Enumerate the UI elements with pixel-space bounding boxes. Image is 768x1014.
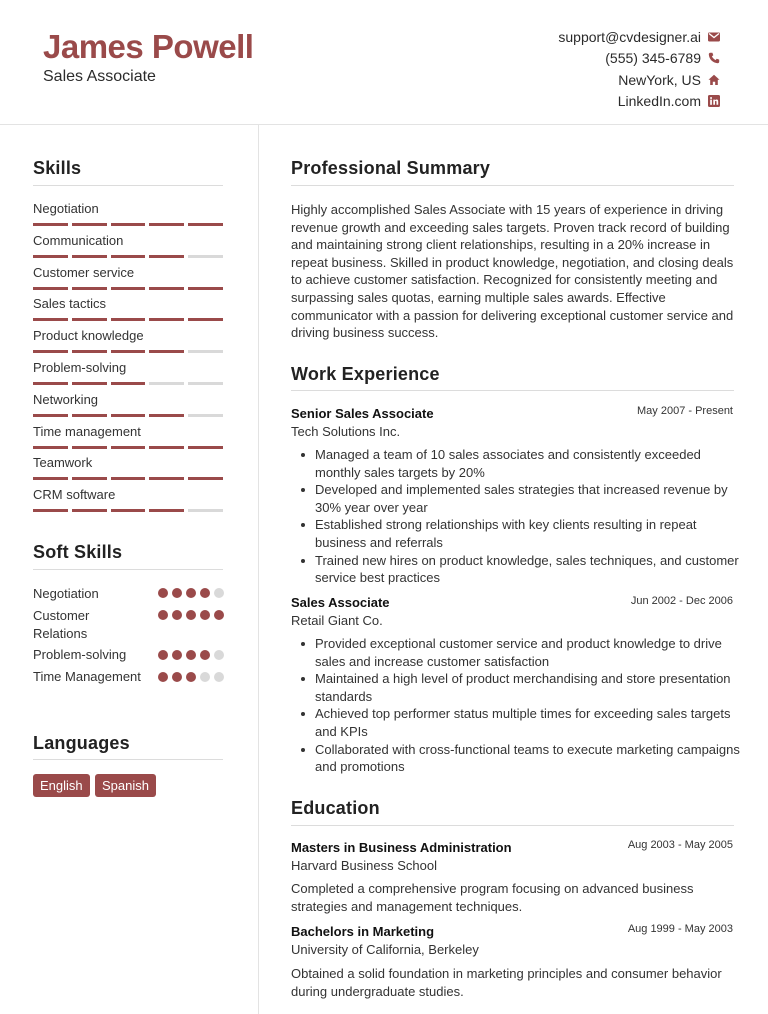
job-company: Tech Solutions Inc. (291, 424, 401, 439)
rating-dot (158, 650, 168, 660)
skill-level-segment (149, 350, 184, 353)
job-bullets (315, 635, 740, 776)
language-tag: Spanish (95, 774, 156, 797)
skill-level-segment (188, 255, 223, 258)
rating-dot (200, 672, 210, 682)
contact-email-text: support@cvdesigner.ai (558, 29, 701, 45)
skill-label: Sales tactics (33, 296, 106, 312)
job-bullet: Managed a team of 10 sales associates and consistently exceeded monthly sales targets by 20% (315, 446, 740, 481)
skill-level-segment (188, 318, 223, 321)
soft-skill-label: Customer Relations (33, 608, 90, 641)
skill-level-bar (33, 223, 223, 226)
skill-level-segment (188, 414, 223, 417)
skill-level-segment (33, 287, 68, 290)
soft-skill-label: Problem-solving (33, 647, 127, 662)
skill-level-segment (111, 382, 146, 385)
languages-heading: Languages (33, 733, 130, 753)
skill-level-segment (72, 350, 107, 353)
skill-label: Communication (33, 232, 124, 248)
skill-level-bar (33, 255, 223, 258)
job-bullet: Maintained a high level of product merchandising and store presentation standards (315, 670, 740, 705)
skill-level-segment (188, 446, 223, 449)
skill-level-segment (33, 223, 68, 226)
soft-skill-label: Time Management (33, 669, 141, 684)
job-title: Sales Associate (291, 595, 390, 610)
skill-level-segment (72, 223, 107, 226)
skill-level-segment (111, 318, 146, 321)
skill-level-segment (111, 255, 146, 258)
rating-dot (186, 672, 196, 682)
skill-level-segment (33, 350, 68, 353)
skill-level-segment (149, 318, 184, 321)
skill-level-segment (72, 509, 107, 512)
education-description: Completed a comprehensive program focusing on advanced business strategies and management techniques. (291, 881, 694, 914)
skill-level-segment (188, 509, 223, 512)
contact-phone-text: (555) 345-6789 (605, 50, 701, 66)
job-bullets (315, 446, 740, 587)
degree-title: Bachelors in Marketing (291, 924, 435, 939)
linkedin-icon (708, 95, 720, 107)
header-divider (0, 124, 768, 125)
rating-dot (172, 650, 182, 660)
experience-rule (291, 390, 734, 391)
skill-level-segment (111, 287, 146, 290)
rating-dot (158, 588, 168, 598)
skill-level-segment (188, 382, 223, 385)
skill-level-segment (149, 382, 184, 385)
soft-skills-heading: Soft Skills (33, 542, 123, 562)
skill-level-segment (188, 223, 223, 226)
summary-heading: Professional Summary (291, 158, 491, 178)
rating-dot (214, 588, 224, 598)
skill-level-segment (111, 446, 146, 449)
rating-dot (214, 610, 224, 620)
rating-dot (200, 610, 210, 620)
skill-label: Customer service (33, 264, 135, 280)
skill-level-segment (33, 318, 68, 321)
contact-location (420, 72, 720, 88)
skills-rule (33, 185, 223, 186)
skill-label: Product knowledge (33, 328, 144, 344)
education-heading: Education (291, 798, 380, 818)
skill-level-bar (33, 350, 223, 353)
skill-level-segment (149, 477, 184, 480)
skill-level-segment (72, 446, 107, 449)
contact-location-text: NewYork, US (618, 72, 701, 88)
skill-level-segment (33, 255, 68, 258)
soft-skill-rating (158, 588, 224, 598)
skill-level-segment (149, 255, 184, 258)
soft-skill-rating (158, 610, 224, 620)
skill-label: Problem-solving (33, 360, 127, 375)
soft-skills-rule (33, 569, 223, 570)
envelope-icon (708, 31, 720, 43)
skills-heading: Skills (33, 158, 82, 178)
job-bullet: Trained new hires on product knowledge, sales techniques, and customer service best practices (315, 552, 739, 586)
skill-level-segment (72, 318, 107, 321)
experience-heading: Work Experience (291, 364, 440, 384)
skill-level-segment (149, 223, 184, 226)
skill-level-segment (111, 350, 146, 353)
school-name: Harvard Business School (291, 858, 437, 873)
summary-text: Highly accomplished Sales Associate with 15 years of experience in driving revenue growth and exceeding sales targets. Proven track record of building and maintaining strong client relationships, resulting in a 20% increase in repeat business. Skilled in product knowledge, negotiation, and closing deals to achieve customer satisfaction. Recognized for consistently meeting and surpassing sales quotas, earning multiple sales awards. Effective communicator with a passion for delivering exceptional customer service and driving business success. (291, 202, 734, 341)
contact-linkedin[interactable] (420, 93, 720, 109)
skill-label: CRM software (33, 487, 116, 503)
skill-level-segment (72, 287, 107, 290)
skill-level-segment (111, 223, 146, 226)
education-dates: Aug 1999 - May 2003 (627, 923, 733, 935)
skill-level-bar (33, 287, 223, 290)
skill-level-segment (72, 414, 107, 417)
skill-level-segment (72, 477, 107, 480)
skill-level-segment (149, 414, 184, 417)
skill-label: Time management (33, 423, 141, 439)
job-dates: Jun 2002 - Dec 2006 (630, 595, 733, 607)
skill-level-segment (33, 477, 68, 480)
education-dates: Aug 2003 - May 2005 (627, 839, 733, 851)
contact-phone[interactable] (420, 50, 720, 66)
skill-level-bar (33, 446, 223, 449)
languages-rule (33, 759, 223, 760)
skill-level-segment (33, 382, 68, 385)
education-rule (291, 825, 734, 826)
rating-dot (214, 672, 224, 682)
rating-dot (158, 610, 168, 620)
skill-level-segment (149, 509, 184, 512)
column-divider (258, 124, 259, 1014)
school-name: University of California, Berkeley (291, 942, 479, 957)
rating-dot (214, 650, 224, 660)
job-title: Senior Sales Associate (291, 406, 434, 421)
skill-level-bar (33, 509, 223, 512)
rating-dot (186, 588, 196, 598)
skill-label: Negotiation (33, 201, 99, 216)
rating-dot (186, 610, 196, 620)
job-dates: May 2007 - Present (637, 405, 733, 417)
rating-dot (158, 672, 168, 682)
rating-dot (200, 650, 210, 660)
skill-level-bar (33, 477, 223, 480)
skill-level-segment (188, 287, 223, 290)
rating-dot (186, 650, 196, 660)
soft-skill-rating (158, 650, 224, 660)
skill-level-segment (111, 414, 146, 417)
skill-label: Teamwork (33, 455, 93, 471)
skill-level-segment (72, 382, 107, 385)
rating-dot (172, 672, 182, 682)
job-bullet: Provided exceptional customer service and product knowledge to drive sales and increase customer satisfaction (315, 635, 740, 670)
skill-level-segment (149, 287, 184, 290)
job-bullet: Established strong relationships with key clients resulting in repeat business and referrals (315, 516, 740, 551)
skill-level-segment (72, 255, 107, 258)
rating-dot (172, 610, 182, 620)
candidate-name: James Powell (43, 28, 254, 65)
skill-level-bar (33, 382, 223, 385)
skill-level-segment (111, 477, 146, 480)
skill-level-segment (33, 509, 68, 512)
rating-dot (200, 588, 210, 598)
job-bullet: Collaborated with cross-functional teams to execute marketing campaigns and promotions (315, 741, 740, 775)
candidate-title: Sales Associate (43, 68, 156, 85)
job-company: Retail Giant Co. (291, 613, 383, 628)
skill-level-bar (33, 318, 223, 321)
degree-title: Masters in Business Administration (291, 840, 512, 855)
phone-icon (708, 52, 720, 64)
language-tag: English (33, 774, 90, 797)
skill-label: Networking (33, 391, 99, 407)
soft-skill-rating (158, 672, 224, 682)
skill-level-bar (33, 414, 223, 417)
job-bullet: Achieved top performer status multiple times for exceeding sales targets and KPIs (315, 705, 740, 740)
skill-level-segment (33, 446, 68, 449)
job-bullet: Developed and implemented sales strategies that increased revenue by 30% year over year (315, 481, 740, 516)
contact-email[interactable] (420, 29, 720, 45)
skill-level-segment (149, 446, 184, 449)
skill-level-segment (33, 414, 68, 417)
skill-level-segment (188, 477, 223, 480)
skill-level-segment (111, 509, 146, 512)
home-icon (708, 74, 720, 86)
contact-linkedin-text: LinkedIn.com (617, 93, 701, 109)
skill-level-segment (188, 350, 223, 353)
summary-rule (291, 185, 734, 186)
soft-skill-label: Negotiation (33, 586, 99, 601)
education-description: Obtained a solid foundation in marketing principles and consumer behavior during undergraduate studies. (291, 966, 722, 999)
rating-dot (172, 588, 182, 598)
resume-header (0, 0, 768, 124)
